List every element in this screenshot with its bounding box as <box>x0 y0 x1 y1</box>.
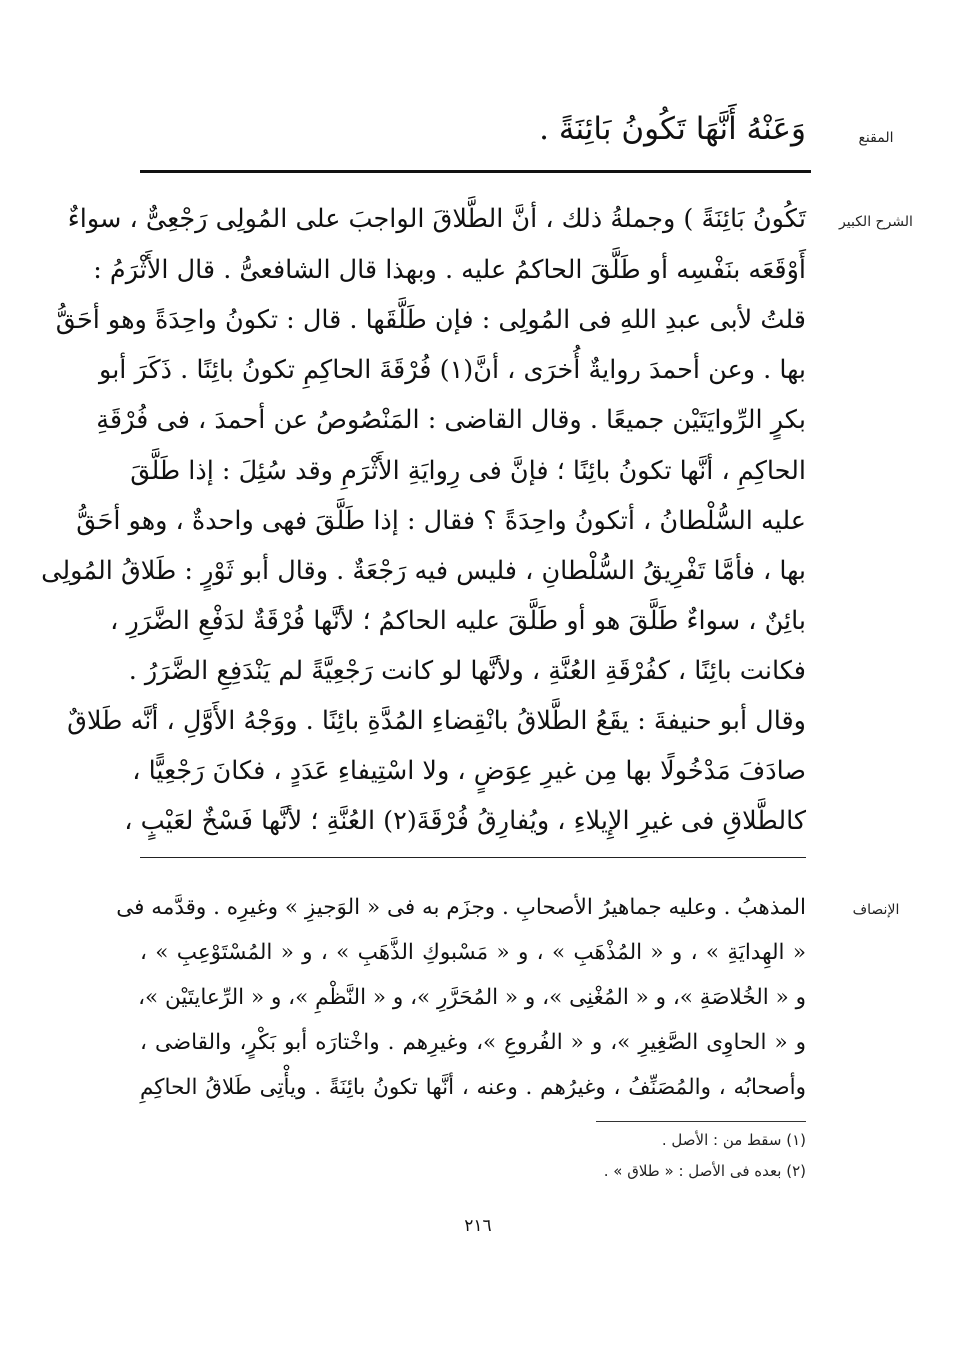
sharh-line: تَكُونُ بَائِنَةً ) وجملةُ ذلك ، أنَّ الطَّلاقَ الواجبَ على المُولِى رَجْعِىٌّ ، سواءٌ <box>67 204 806 234</box>
insaf-line: « الهِدايَةِ » ، و « المُذْهَبِ » ، و « مَسْبوكِ الذَّهَبِ » ، و « المُسْتَوْعِبِ » ، <box>140 940 806 965</box>
page-number: ٢١٦ <box>464 1216 492 1236</box>
sharh-line: صادَفَ مَدْخُولًا بها مِن غيرِ عِوَضٍ ، ولا اسْتِيفاءِ عَدَدٍ ، فكانَ رَجْعِيًّا ، <box>132 756 806 786</box>
muqni-text: وَعَنْهُ أَنَّهَا تَكُونُ بَائِنَةً . <box>539 111 806 147</box>
sharh-line: قلتُ لأبى عبدِ اللهِ فى المُولِى : فإن طَلَّقَها . قال : تكونُ واحِدَةً وهو أحَقُّ <box>55 305 806 335</box>
sharh-line: كالطَّلاقِ فى غيرِ الإِيلاءِ ، ويُفارِقُ فُرْقَةَ(٢) العُنَّةِ ؛ لأنَّها فَسْخٌ لعَيْبٍ ، <box>124 806 806 836</box>
insaf-label: الإنصاف <box>852 902 900 918</box>
insaf-line: المذهبُ . وعليه جماهيرُ الأصحابِ . وجزَم به فى « الوَجيزِ » وغيرِه . وقدَّمه فى <box>116 895 806 920</box>
sharh-line: بها ، فأمَّا تَفْرِيقُ السُّلْطانِ ، فليس فيه رَجْعَةٌ . وقال أبو ثَوْرٍ : طَلاقُ المُولِى <box>41 556 806 586</box>
sharh-line: وقال أبو حنيفةَ : يقَعُ الطَّلاقُ بانْقِضاءِ المُدَّةِ بائِنًا . ووَجْهُ الأَوَّلِ ، أنَّه طَلاقٌ <box>67 706 806 736</box>
section-divider <box>140 857 806 858</box>
footnote-2: (٢) بعده فى الأصل : « طلاق » . <box>603 1162 806 1180</box>
sharh-line: الحاكِمِ ، أنَّها تكونُ بائِنًا ؛ فإنَّ فى رِوايَةِ الأَثْرَمِ وقد سُئِلَ : إذا طَلَّقَ <box>130 456 806 486</box>
sharh-line: عليه السُّلْطانُ ، أتكونُ واحِدَةً ؟ فقال : إذا طَلَّقَ فهى واحدةٌ ، وهو أحَقُّ <box>76 506 806 536</box>
sharh-line: فكانت بائِنًا ، كفُرْقَةِ العُنَّةِ ، ولأنَّها لو كانت رَجْعِيَّةً لم يَنْدَفِعِ الضَّرَرُ . <box>128 656 806 686</box>
insaf-line: وأصحابُه ، والمُصَنِّفُ ، وغيرُهم . وعنه ، أنَّها تكونُ بائِنَةً . ويأْتِى طَلاقُ الحاكِمِ <box>140 1075 806 1100</box>
insaf-line: و « الحاوِى الصَّغِيرِ »، و « الفُروعِ »، وغيرِهم . واخْتارَه أبو بَكْرٍ، والقاضى ، <box>140 1030 806 1055</box>
sharh-line: بائِنٌ ، سواءٌ طَلَّقَ هو أو طَلَّقَ عليه الحاكمُ ؛ لأنَّها فُرْقَةٌ لدَفْعِ الضَّرَرِ ، <box>110 606 806 636</box>
top-divider <box>140 170 811 173</box>
muqni-label: المقنع <box>858 130 894 146</box>
footnote-divider <box>596 1121 806 1122</box>
footnote-1: (١) سقط من : الأصل . <box>661 1131 806 1149</box>
sharh-label: الشرح الكبير <box>839 214 913 230</box>
sharh-line: أَوْقَعَه بنَفْسِه أو طَلَّقَ الحاكمُ عليه . وبهذا قال الشافعىُّ . قال الأَثْرَمُ : <box>93 255 806 285</box>
sharh-line: بها . وعن أحمدَ روايةٌ أُخرَى ، أنَّ(١) فُرْقَةَ الحاكِمِ تكونُ بائِنًا . ذَكَرَ أبو <box>99 355 806 385</box>
insaf-line: و « الخُلاصَةِ »، و « المُغْنِى »، و « المُحَرَّرِ »، و « النَّظْمِ »، و « الرِّعايتَيْن »، <box>138 985 806 1010</box>
sharh-line: بكرٍ الرِّوايَتَيْن جميعًا . وقال القاضى : المَنْصُوصُ عن أحمدَ ، فى فُرْقَةِ <box>96 405 806 435</box>
